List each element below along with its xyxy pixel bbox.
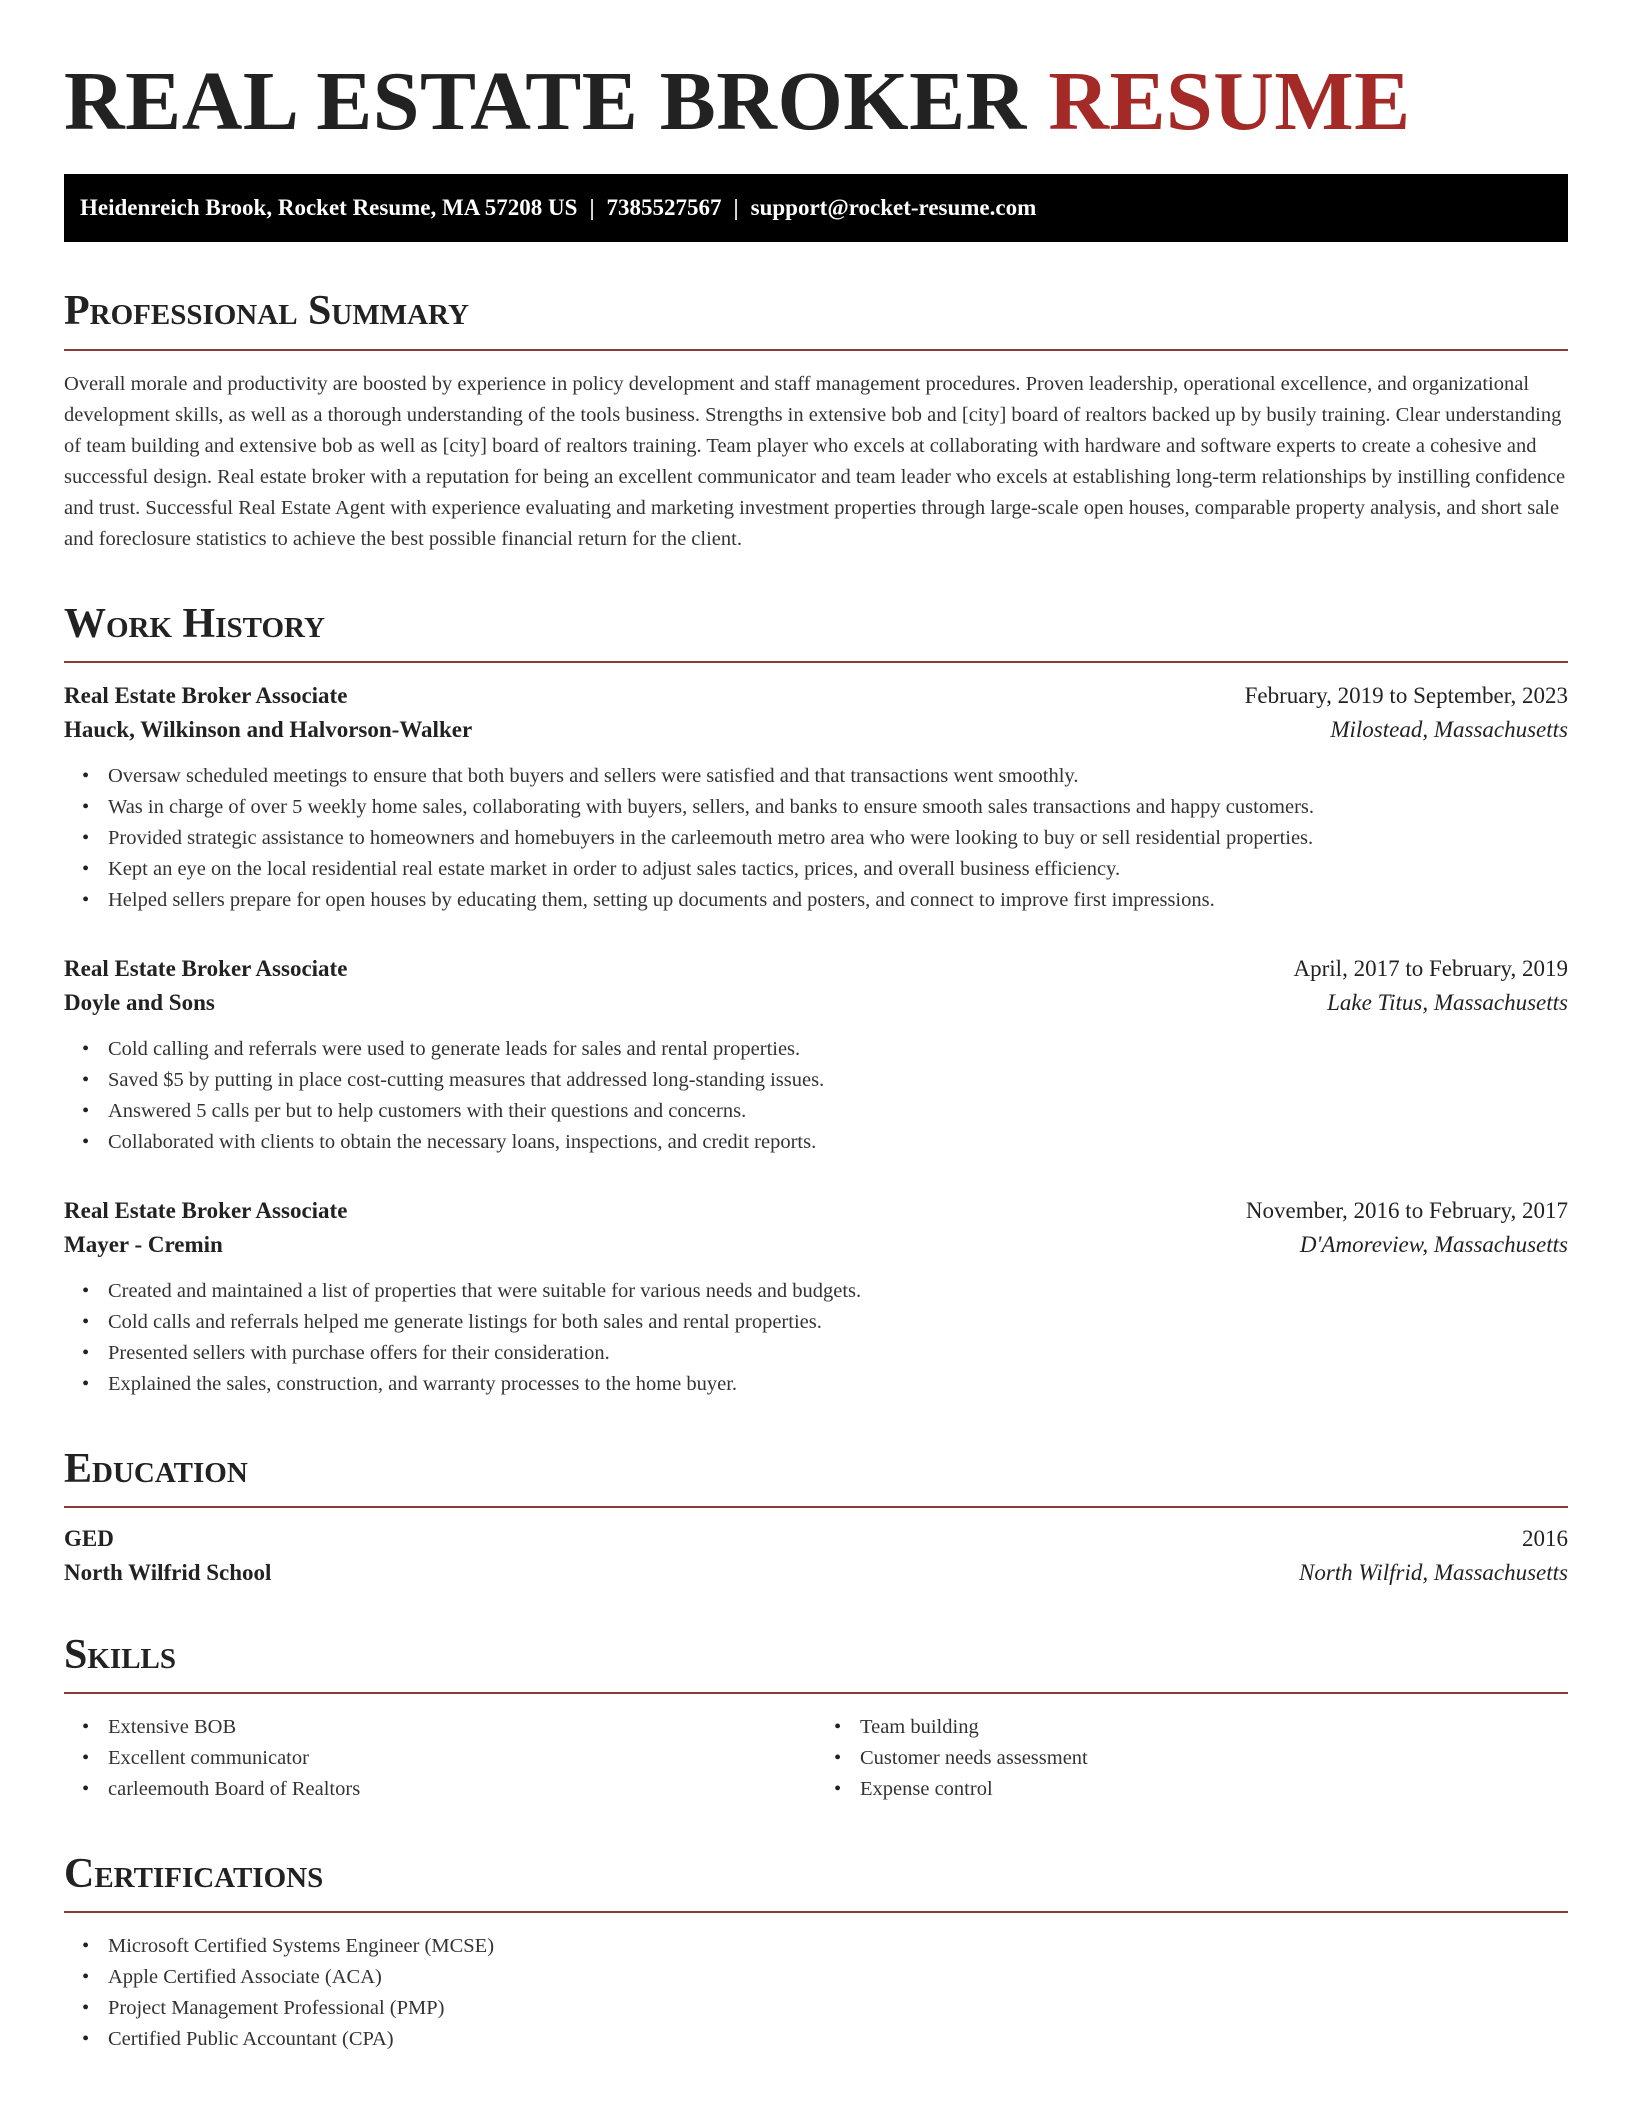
job-company: Mayer - Cremin — [64, 1231, 223, 1257]
skill-item: • carleemouth Board of Realtors — [108, 1774, 816, 1805]
job-dates: April, 2017 to February, 2019 — [1293, 955, 1568, 981]
education-location: North Wilfrid, Massachusetts — [1299, 1559, 1568, 1585]
job-company: Hauck, Wilkinson and Halvorson-Walker — [64, 716, 473, 742]
skills-heading: Skills — [64, 1632, 1568, 1694]
skills-columns — [64, 1712, 1568, 1805]
skills-column-left — [64, 1712, 816, 1805]
education-section — [64, 1446, 1568, 1586]
resume-title — [64, 56, 1568, 148]
skills-section — [64, 1632, 1568, 1805]
job-bullets — [64, 1034, 1568, 1158]
certification-item: • Project Management Professional (PMP) — [108, 1993, 1568, 2024]
title-main: REAL ESTATE BROKER — [64, 55, 1027, 148]
education-entry — [64, 1526, 1568, 1586]
work-history-heading: Work History — [64, 601, 1568, 663]
education-year: 2016 — [1522, 1525, 1568, 1551]
job-bullets — [64, 761, 1568, 916]
job-title-row — [64, 683, 1568, 709]
job-bullets — [64, 1276, 1568, 1400]
job-dates: November, 2016 to February, 2017 — [1245, 1197, 1568, 1223]
job-bullet: • Saved $5 by putting in place cost-cutting measures that addressed long-standing issues. — [108, 1065, 1568, 1096]
contact-address: Heidenreich Brook, Rocket Resume, MA 57208 US — [80, 195, 578, 221]
job-entry — [64, 956, 1568, 1158]
job-bullet: • Cold calling and referrals were used to generate leads for sales and rental properties. — [108, 1034, 1568, 1065]
skill-item: • Team building — [860, 1712, 1568, 1743]
skills-column-right — [816, 1712, 1568, 1805]
job-company-row — [64, 990, 1568, 1016]
work-history-section — [64, 601, 1568, 1400]
education-degree: GED — [64, 1525, 114, 1551]
job-bullet: • Helped sellers prepare for open houses by educating them, setting up documents and posters, and connect to improve first impressions. — [108, 885, 1568, 916]
certifications-heading: Certifications — [64, 1851, 1568, 1913]
contact-separator: | — [589, 195, 595, 221]
job-bullet: • Collaborated with clients to obtain the necessary loans, inspections, and credit reports. — [108, 1127, 1568, 1158]
summary-text: Overall morale and productivity are boosted by experience in policy development and staff management procedures. Proven leadership, operational excellence, and organizational development skills, as well as a thorough understanding of the tools business. Strengths in extensive bob and [city] board of realtors backed up by busily training. Clear understanding of team building and extensive bob as well as [city] board of realtors training. Team player who excels at collaborating with hardware and software experts to create a cohesive and successful design. Real estate broker with a reputation for being an excellent communicator and team leader who excels at establishing long-term relationships by instilling confidence and trust. Successful Real Estate Agent with experience evaluating and marketing investment properties through large-scale open houses, comparable property analysis, and short sale and foreclosure statistics to achieve the best possible financial return for the client. — [64, 372, 1566, 550]
job-bullet: • Oversaw scheduled meetings to ensure that both buyers and sellers were satisfied and that transactions went smoothly. — [108, 761, 1568, 792]
job-company: Doyle and Sons — [64, 989, 215, 1015]
job-bullet: • Kept an eye on the local residential real estate market in order to adjust sales tactics, prices, and overall business efficiency. — [108, 854, 1568, 885]
job-bullet: • Explained the sales, construction, and warranty processes to the home buyer. — [108, 1369, 1568, 1400]
job-bullet: • Was in charge of over 5 weekly home sales, collaborating with buyers, sellers, and banks to ensure smooth sales transactions and happy customers. — [108, 792, 1568, 823]
summary-heading: Professional Summary — [64, 288, 1568, 350]
job-location: D'Amoreview, Massachusetts — [1299, 1231, 1568, 1257]
job-location: Milostead, Massachusetts — [1330, 716, 1568, 742]
job-bullet: • Created and maintained a list of properties that were suitable for various needs and budgets. — [108, 1276, 1568, 1307]
title-accent: RESUME — [1048, 55, 1411, 148]
education-school: North Wilfrid School — [64, 1559, 272, 1585]
job-title: Real Estate Broker Associate — [64, 682, 348, 708]
certification-item: • Microsoft Certified Systems Engineer (MCSE) — [108, 1931, 1568, 1962]
resume-content — [64, 56, 1568, 2055]
job-company-row — [64, 1232, 1568, 1258]
job-title: Real Estate Broker Associate — [64, 955, 348, 981]
job-bullet: • Answered 5 calls per but to help customers with their questions and concerns. — [108, 1096, 1568, 1127]
skill-item: • Excellent communicator — [108, 1743, 816, 1774]
job-title: Real Estate Broker Associate — [64, 1197, 348, 1223]
job-dates: February, 2019 to September, 2023 — [1244, 682, 1568, 708]
job-bullet: • Cold calls and referrals helped me generate listings for both sales and rental properties. — [108, 1307, 1568, 1338]
job-location: Lake Titus, Massachusetts — [1327, 989, 1568, 1015]
job-entry — [64, 1198, 1568, 1400]
job-company-row — [64, 717, 1568, 743]
certification-item: • Certified Public Accountant (CPA) — [108, 2024, 1568, 2055]
contact-bar — [64, 174, 1568, 242]
job-bullet: • Presented sellers with purchase offers for their consideration. — [108, 1338, 1568, 1369]
contact-separator: | — [733, 195, 739, 221]
job-entry — [64, 683, 1568, 916]
contact-email: support@rocket-resume.com — [750, 195, 1037, 221]
job-bullet: • Provided strategic assistance to homeowners and homebuyers in the carleemouth metro area who were looking to buy or sell residential properties. — [108, 823, 1568, 854]
certification-item: • Apple Certified Associate (ACA) — [108, 1962, 1568, 1993]
job-title-row — [64, 956, 1568, 982]
certifications-list — [64, 1931, 1568, 2055]
skill-item: • Extensive BOB — [108, 1712, 816, 1743]
education-school-row — [64, 1560, 1568, 1586]
education-heading: Education — [64, 1446, 1568, 1508]
job-title-row — [64, 1198, 1568, 1224]
summary-section — [64, 288, 1568, 554]
skill-item: • Customer needs assessment — [860, 1743, 1568, 1774]
certifications-section — [64, 1851, 1568, 2055]
skill-item: • Expense control — [860, 1774, 1568, 1805]
education-degree-row — [64, 1526, 1568, 1552]
contact-phone: 7385527567 — [606, 195, 722, 221]
